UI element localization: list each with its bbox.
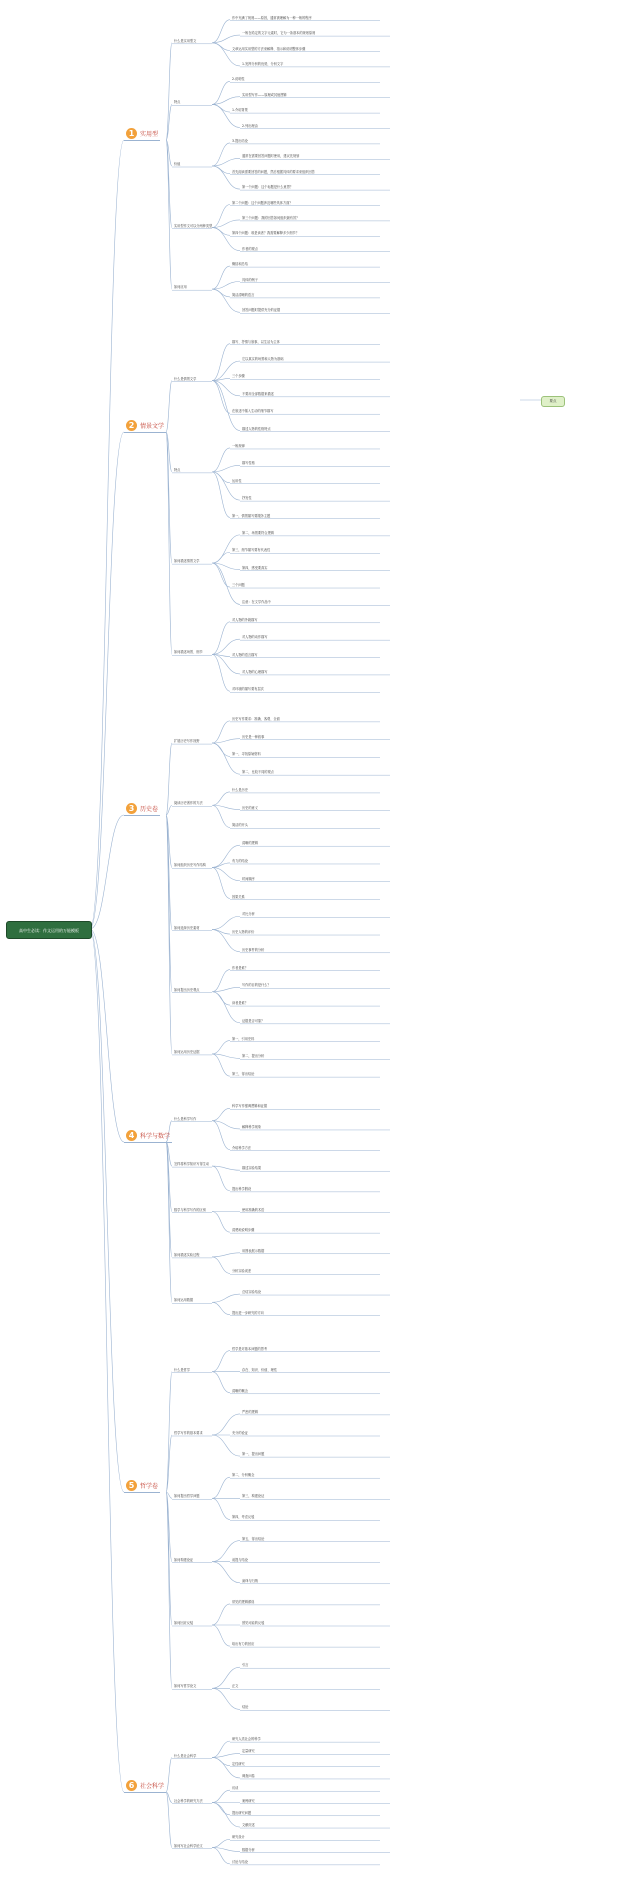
cat6-detail-0[interactable]: 研究人类社会的科学 bbox=[232, 1737, 261, 1742]
cat1-detail-13[interactable]: 第三个问题：我的回答如何组织最有效？ bbox=[242, 215, 300, 220]
category-node-1[interactable] bbox=[124, 128, 160, 141]
cat3-detail-14[interactable]: 作者是谁？ bbox=[232, 965, 248, 970]
category-label-3: 历史卷 bbox=[140, 806, 159, 813]
branch-line bbox=[166, 743, 172, 815]
category-node-4[interactable] bbox=[124, 1130, 172, 1143]
branch-line bbox=[212, 1108, 230, 1120]
cat5-detail-15[interactable]: 引言 bbox=[242, 1663, 249, 1668]
cat1-detail-16[interactable]: 概括和总结 bbox=[232, 262, 248, 267]
cat1-detail-8[interactable]: 3.提出结论 bbox=[232, 138, 248, 143]
cat5-detail-2[interactable]: 清晰的概念 bbox=[232, 1388, 248, 1393]
branch-line bbox=[166, 815, 172, 1054]
branch-line bbox=[212, 1212, 230, 1233]
cat3-detail-11[interactable]: 对比分析 bbox=[242, 912, 255, 917]
branch-line bbox=[212, 43, 230, 51]
branch-line bbox=[212, 970, 230, 992]
highlight-bubble: 要点 bbox=[541, 396, 565, 407]
cat4-leaf-1[interactable]: 怎样将科学知识写得生动 bbox=[174, 1162, 210, 1167]
branch-line bbox=[166, 1792, 172, 1848]
cat5-detail-17[interactable]: 结论 bbox=[242, 1705, 249, 1710]
branch-line bbox=[212, 721, 230, 743]
cat1-detail-19[interactable]: 回答问题时提供充分的证据 bbox=[242, 308, 281, 313]
branch-line bbox=[166, 1142, 172, 1302]
category-label-4: 科学与数学 bbox=[140, 1133, 171, 1140]
cat3-detail-7[interactable]: 清晰的逻辑 bbox=[242, 841, 258, 846]
cat6-detail-9[interactable]: 数据分析 bbox=[242, 1847, 255, 1852]
category-node-3[interactable] bbox=[124, 803, 160, 816]
branch-line bbox=[212, 220, 240, 228]
branch-line bbox=[212, 1753, 240, 1757]
cat2-detail-16[interactable]: 对人物的外貌描写 bbox=[232, 617, 258, 622]
cat2-detail-14[interactable]: 三个问题 bbox=[232, 583, 245, 588]
cat4-detail-1[interactable]: 解释科学现象 bbox=[242, 1124, 262, 1129]
cat5-detail-13[interactable]: 预见可能的反驳 bbox=[242, 1621, 265, 1625]
cat4-detail-0[interactable]: 科学写作强调逻辑和证据 bbox=[232, 1104, 268, 1109]
cat4-detail-4[interactable]: 提出科学假设 bbox=[232, 1186, 252, 1191]
branch-line bbox=[212, 289, 230, 297]
cat5-detail-6[interactable]: 第二，分析概念 bbox=[232, 1473, 255, 1478]
cat6-detail-10[interactable]: 讨论与结论 bbox=[232, 1859, 248, 1864]
branch-line bbox=[212, 743, 240, 774]
branch-line bbox=[212, 654, 230, 691]
branch-line bbox=[166, 432, 172, 654]
cat1-leaf-0[interactable]: 什么是实用型文 bbox=[174, 38, 197, 43]
branch-line bbox=[212, 622, 230, 655]
branch-line bbox=[212, 1121, 230, 1150]
cat3-detail-2[interactable]: 第一，寻找原始资料 bbox=[232, 752, 261, 757]
cat1-detail-7[interactable]: 2.列出理由 bbox=[242, 123, 258, 128]
branch-line bbox=[212, 867, 240, 880]
cat2-detail-0[interactable]: 描写、抒情与叙事，以生活为主体 bbox=[232, 339, 280, 344]
cat3-detail-12[interactable]: 历史人物的评价 bbox=[232, 930, 255, 935]
cat3-leaf-1[interactable]: 阅读历史著作的方法 bbox=[174, 801, 203, 806]
cat3-leaf-4[interactable]: 如何提出历史观点 bbox=[174, 987, 200, 992]
branch-line bbox=[212, 1790, 230, 1802]
cat5-detail-14[interactable]: 给出有力的回应 bbox=[232, 1642, 255, 1647]
branch-line bbox=[212, 1498, 230, 1519]
cat2-detail-6[interactable]: 一般规律 bbox=[232, 443, 245, 448]
branch-line bbox=[166, 1142, 172, 1257]
cat6-detail-3[interactable]: 调查问卷 bbox=[242, 1773, 255, 1778]
cat2-detail-5[interactable]: 描述人物的性格特点 bbox=[242, 426, 271, 431]
branch-line bbox=[166, 805, 172, 815]
cat2-leaf-1[interactable]: 特点 bbox=[174, 467, 181, 472]
cat5-detail-1[interactable]: 存在、知识、价值、理性 bbox=[242, 1367, 278, 1372]
cat2-detail-18[interactable]: 对人物的语言描写 bbox=[232, 652, 258, 657]
branch-line bbox=[212, 1372, 230, 1393]
cat1-detail-11[interactable]: 第一个问题：这个标题是什么意思？ bbox=[242, 185, 293, 190]
branch-line bbox=[212, 1302, 230, 1314]
branch-line bbox=[212, 381, 240, 396]
cat1-leaf-1[interactable]: 特点 bbox=[174, 100, 181, 105]
cat4-leaf-3[interactable]: 如何描述实验过程 bbox=[174, 1252, 200, 1257]
cat3-detail-19[interactable]: 第二，提出分析 bbox=[242, 1054, 265, 1059]
cat2-leaf-0[interactable]: 什么是情景文学 bbox=[174, 376, 197, 381]
branch-line bbox=[212, 1351, 230, 1372]
cat3-detail-3[interactable]: 第二，比较不同的观点 bbox=[242, 770, 274, 775]
branch-line bbox=[212, 158, 240, 166]
cat6-leaf-2[interactable]: 如何写社会科学论文 bbox=[174, 1843, 203, 1848]
cat6-detail-5[interactable]: 案例研究 bbox=[242, 1798, 255, 1803]
category-label-5: 哲学卷 bbox=[140, 1483, 159, 1490]
branch-line bbox=[90, 929, 124, 1792]
branch-line bbox=[212, 344, 230, 381]
cat2-detail-9[interactable]: 抒发性 bbox=[242, 496, 252, 501]
cat1-detail-9[interactable]: 通常在需要回答问题时使用，建议先规划 bbox=[242, 154, 300, 159]
cat6-leaf-1[interactable]: 社会科学的研究方法 bbox=[174, 1798, 203, 1803]
branch-line bbox=[212, 1803, 230, 1815]
branch-line bbox=[212, 1839, 230, 1847]
branch-line bbox=[212, 1625, 230, 1646]
cat3-leaf-2[interactable]: 如何组织历史写作结构 bbox=[174, 863, 206, 868]
branch-line bbox=[166, 1372, 172, 1492]
cat5-detail-10[interactable]: 前提与结论 bbox=[232, 1557, 248, 1562]
branch-line bbox=[212, 1803, 240, 1828]
cat2-detail-12[interactable]: 第三，细节描写要有代表性 bbox=[232, 548, 271, 553]
cat5-leaf-3[interactable]: 如何构建论证 bbox=[174, 1557, 194, 1562]
branch-line bbox=[166, 140, 172, 289]
cat4-detail-3[interactable]: 描述实验结果 bbox=[242, 1166, 262, 1171]
branch-line bbox=[212, 1253, 240, 1257]
category-label-2: 情景文学 bbox=[140, 423, 165, 430]
cat4-detail-6[interactable]: 清楚地说明步骤 bbox=[232, 1228, 255, 1233]
branch-line bbox=[212, 282, 240, 290]
cat5-leaf-4[interactable]: 如何回应反驳 bbox=[174, 1621, 194, 1625]
cat6-detail-6[interactable]: 提出研究问题 bbox=[232, 1810, 252, 1815]
root-title: 高中生必读：作文运用的万能模板 bbox=[19, 927, 79, 933]
branch-line bbox=[212, 266, 230, 289]
cat5-detail-16[interactable]: 正文 bbox=[232, 1684, 239, 1689]
cat4-leaf-0[interactable]: 什么是科学写作 bbox=[174, 1116, 197, 1121]
cat4-detail-9[interactable]: 总结实验结论 bbox=[242, 1290, 262, 1295]
category-label-1: 实用型 bbox=[140, 131, 159, 138]
category-node-6[interactable] bbox=[124, 1780, 166, 1793]
branch-line bbox=[90, 929, 124, 1492]
category-label-6: 社会科学 bbox=[140, 1783, 165, 1790]
branch-line bbox=[212, 143, 230, 166]
branch-line bbox=[166, 1758, 172, 1793]
branch-line bbox=[212, 792, 230, 805]
cat3-leaf-0[interactable]: 扩展历史写作视野 bbox=[174, 739, 200, 744]
cat1-detail-10[interactable]: 首先阅读需要回答的问题，然后根据具体的要求来组织回答 bbox=[232, 169, 315, 174]
cat6-detail-2[interactable]: 定性研究 bbox=[232, 1761, 245, 1766]
branch-line bbox=[212, 104, 230, 112]
cat2-detail-7[interactable]: 描写性格 bbox=[242, 461, 255, 466]
cat2-detail-4[interactable]: 在叙述中插入生动的细节描写 bbox=[232, 409, 274, 414]
branch-line bbox=[212, 1477, 230, 1498]
cat5-detail-5[interactable]: 第一，提出问题 bbox=[242, 1452, 265, 1457]
cat2-leaf-2[interactable]: 如何描述情景文学 bbox=[174, 559, 200, 564]
cat4-leaf-2[interactable]: 数学与科学写作的区别 bbox=[174, 1207, 206, 1212]
branch-line bbox=[212, 472, 230, 518]
branch-line bbox=[212, 205, 230, 228]
root-node[interactable] bbox=[6, 921, 92, 939]
cat3-detail-15[interactable]: 写作的目的是什么？ bbox=[242, 983, 271, 988]
cat2-detail-13[interactable]: 第四，感受要真实 bbox=[242, 565, 268, 570]
branch-line bbox=[212, 97, 240, 105]
cat3-detail-8[interactable]: 有力的结论 bbox=[232, 858, 248, 863]
branch-line bbox=[212, 1604, 230, 1625]
branch-line bbox=[212, 1041, 230, 1054]
branch-line bbox=[212, 166, 230, 174]
branch-line bbox=[212, 81, 230, 104]
cat1-detail-0[interactable]: 作中充满了规则——原因，通常被理解为一种一般的程序 bbox=[232, 15, 312, 20]
cat1-detail-14[interactable]: 第四个问题：谁是读者？我需要解释多少细节？ bbox=[232, 231, 299, 236]
cat5-leaf-2[interactable]: 如何提出哲学问题 bbox=[174, 1494, 200, 1499]
cat2-detail-10[interactable]: 第一，情景描写要服务主题 bbox=[232, 513, 271, 518]
cat3-detail-6[interactable]: 简洁的开头 bbox=[232, 823, 248, 828]
cat6-detail-1[interactable]: 定量研究 bbox=[242, 1749, 255, 1754]
cat1-detail-6[interactable]: 1.介绍背景 bbox=[232, 108, 248, 113]
branch-line bbox=[212, 381, 230, 414]
branch-line bbox=[212, 1121, 240, 1129]
branch-line bbox=[212, 20, 230, 43]
branch-line bbox=[212, 992, 230, 1005]
cat3-leaf-5[interactable]: 如何运用历史证据 bbox=[174, 1049, 200, 1054]
cat3-detail-18[interactable]: 第一，引用史料 bbox=[232, 1036, 255, 1041]
category-number-3: 3 bbox=[126, 803, 137, 814]
cat4-detail-5[interactable]: 使用准确的术语 bbox=[242, 1207, 265, 1212]
cat1-leaf-4[interactable]: 如何应用 bbox=[174, 285, 187, 290]
cat2-detail-11[interactable]: 第二，场景要符合逻辑 bbox=[242, 530, 274, 535]
cat4-detail-2[interactable]: 介绍科学方法 bbox=[232, 1145, 252, 1150]
cat1-detail-12[interactable]: 第二个问题：这个问题涉及哪些具体方面？ bbox=[232, 200, 293, 205]
cat5-detail-7[interactable]: 第三，构建论证 bbox=[242, 1494, 265, 1499]
branch-line bbox=[212, 1848, 240, 1852]
cat2-detail-1[interactable]: 它以真实的场景和人物为基础 bbox=[242, 357, 284, 362]
category-number-6: 6 bbox=[126, 1780, 137, 1791]
cat3-detail-13[interactable]: 历史事件的分析 bbox=[242, 947, 265, 952]
cat2-detail-19[interactable]: 对人物的心理描写 bbox=[242, 669, 268, 674]
branch-line bbox=[212, 743, 230, 756]
cat4-detail-8[interactable]: 分析实验误差 bbox=[232, 1269, 252, 1274]
branch-line bbox=[212, 1435, 240, 1456]
cat2-detail-17[interactable]: 对人物的动作描写 bbox=[242, 635, 268, 640]
cat2-leaf-3[interactable]: 如何描述场景、细节 bbox=[174, 650, 203, 655]
branch-line bbox=[212, 1257, 230, 1274]
cat1-detail-2[interactable]: 文章运用实用型的方法来解释、指示和说明整体步骤 bbox=[232, 46, 306, 51]
cat4-detail-7[interactable]: 用图表展示数据 bbox=[242, 1248, 265, 1253]
branch-line bbox=[212, 465, 240, 472]
cat1-detail-5[interactable]: 实用型写作——原理或其他逻辑 bbox=[242, 92, 287, 97]
cat6-detail-8[interactable]: 研究设计 bbox=[232, 1835, 245, 1840]
category-number-1: 1 bbox=[126, 128, 137, 139]
cat1-detail-1[interactable]: 一般在给定的文字元素时，它为一条基本的规划原则 bbox=[242, 31, 316, 36]
branch-line bbox=[90, 140, 124, 929]
branch-line bbox=[212, 1562, 240, 1583]
category-node-2[interactable] bbox=[124, 420, 166, 433]
cat2-detail-3[interactable]: 不要用全部数据来描述 bbox=[242, 391, 274, 396]
cat3-leaf-3[interactable]: 如何选择历史素材 bbox=[174, 925, 200, 930]
branch-line bbox=[212, 35, 240, 43]
category-number-5: 5 bbox=[126, 1480, 137, 1491]
branch-line bbox=[212, 563, 240, 570]
cat5-detail-11[interactable]: 演绎与归纳 bbox=[242, 1578, 258, 1583]
cat5-leaf-1[interactable]: 哲学写作的基本要求 bbox=[174, 1431, 203, 1435]
branch-line bbox=[212, 228, 230, 236]
cat6-detail-7[interactable]: 文献综述 bbox=[242, 1823, 255, 1828]
cat3-detail-4[interactable]: 什么是历史 bbox=[232, 787, 248, 792]
cat2-detail-15[interactable]: 注意：在文学作品中 bbox=[242, 600, 271, 605]
cat5-detail-4[interactable]: 充分的论证 bbox=[232, 1431, 248, 1435]
branch-line bbox=[212, 1166, 230, 1191]
cat3-detail-10[interactable]: 因果关系 bbox=[232, 894, 245, 899]
cat5-detail-0[interactable]: 哲学是对基本问题的思考 bbox=[232, 1346, 268, 1351]
branch-line bbox=[212, 916, 240, 929]
cat3-detail-1[interactable]: 历史是一种叙事 bbox=[242, 734, 265, 739]
cat5-leaf-0[interactable]: 什么是哲学 bbox=[174, 1367, 190, 1372]
cat3-detail-0[interactable]: 历史写作要求：准确、客观、全面 bbox=[232, 716, 280, 721]
cat5-leaf-5[interactable]: 如何写哲学论文 bbox=[174, 1684, 197, 1689]
branch-line bbox=[212, 552, 230, 563]
branch-line bbox=[166, 381, 172, 432]
branch-line bbox=[212, 1054, 230, 1076]
branch-line bbox=[212, 867, 230, 898]
cat3-detail-9[interactable]: 时间顺序 bbox=[242, 876, 255, 881]
cat2-detail-2[interactable]: 三个步骤 bbox=[232, 374, 245, 379]
cat5-detail-8[interactable]: 第四，考虑反驳 bbox=[232, 1515, 255, 1520]
branch-line bbox=[212, 1688, 240, 1709]
category-number-4: 4 bbox=[126, 1130, 137, 1141]
cat5-detail-3[interactable]: 严密的逻辑 bbox=[242, 1409, 258, 1414]
branch-line bbox=[212, 1294, 240, 1302]
cat6-detail-4[interactable]: 访谈 bbox=[232, 1786, 239, 1791]
cat3-detail-20[interactable]: 第三，得出结论 bbox=[232, 1072, 255, 1077]
cat6-leaf-0[interactable]: 什么是社会科学 bbox=[174, 1753, 197, 1758]
cat1-detail-4[interactable]: 2.说明性 bbox=[232, 77, 245, 82]
cat2-detail-8[interactable]: 运用性 bbox=[232, 478, 242, 483]
category-number-2: 2 bbox=[126, 420, 137, 431]
category-node-5[interactable] bbox=[124, 1480, 160, 1493]
cat3-detail-17[interactable]: 证据是否可靠？ bbox=[242, 1018, 265, 1023]
cat1-detail-18[interactable]: 简洁清晰的语言 bbox=[232, 292, 255, 297]
cat5-detail-12[interactable]: 常见的逻辑谬误 bbox=[232, 1599, 255, 1604]
branch-line bbox=[212, 805, 230, 827]
branch-line bbox=[212, 992, 240, 1023]
cat3-detail-16[interactable]: 读者是谁？ bbox=[232, 1001, 248, 1006]
cat1-leaf-2[interactable]: 价值 bbox=[174, 162, 181, 166]
cat1-detail-3[interactable]: 1.发挥分析的优势，分析文字 bbox=[242, 61, 284, 66]
cat4-leaf-4[interactable]: 如何运用数据 bbox=[174, 1298, 194, 1303]
cat3-detail-5[interactable]: 历史的意义 bbox=[242, 805, 258, 810]
cat1-detail-15[interactable]: 作者的观点 bbox=[242, 246, 258, 251]
cat5-detail-9[interactable]: 第五，得出结论 bbox=[242, 1536, 265, 1541]
branch-line bbox=[212, 1758, 240, 1778]
branch-line bbox=[166, 1435, 172, 1492]
branch-line bbox=[90, 432, 124, 929]
cat2-detail-20[interactable]: 对环境的描写要有层次 bbox=[232, 687, 264, 692]
cat1-leaf-3[interactable]: 实用型作文可以分两种类型 bbox=[174, 223, 213, 228]
cat4-detail-10[interactable]: 提出进一步研究的方向 bbox=[232, 1310, 264, 1315]
cat1-detail-17[interactable]: 具体的例子 bbox=[242, 277, 258, 282]
